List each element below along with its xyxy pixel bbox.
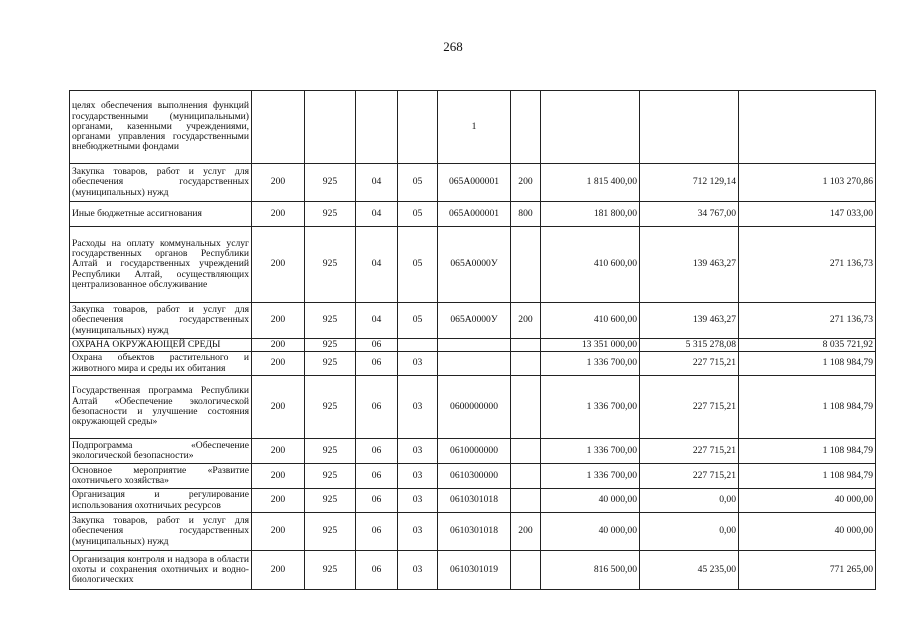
ministry-code-cell: 925 <box>305 164 356 202</box>
admin-code-cell: 200 <box>252 303 305 339</box>
expense-type-cell: 200 <box>511 164 541 202</box>
section-cell: 06 <box>356 352 398 376</box>
executed-amount-cell: 0,00 <box>640 489 739 513</box>
expense-type-cell: 800 <box>511 202 541 227</box>
planned-amount-cell <box>541 91 640 164</box>
admin-code-cell: 200 <box>252 464 305 489</box>
subsection-cell: 03 <box>398 352 438 376</box>
executed-amount-cell: 227 715,21 <box>640 352 739 376</box>
admin-code-cell: 200 <box>252 339 305 352</box>
table-row <box>70 439 876 464</box>
expense-type-cell <box>511 439 541 464</box>
table-row <box>70 227 876 303</box>
planned-amount-cell: 1 336 700,00 <box>541 352 640 376</box>
ministry-code-cell: 925 <box>305 376 356 439</box>
subsection-cell: 05 <box>398 202 438 227</box>
remaining-amount-cell: 1 108 984,79 <box>739 352 876 376</box>
section-cell: 04 <box>356 303 398 339</box>
section-cell: 06 <box>356 439 398 464</box>
subsection-cell: 03 <box>398 513 438 551</box>
ministry-code-cell: 925 <box>305 303 356 339</box>
remaining-amount-cell: 1 108 984,79 <box>739 376 876 439</box>
admin-code-cell: 200 <box>252 439 305 464</box>
table-row <box>70 339 876 352</box>
page-number: 268 <box>443 39 463 54</box>
section-cell: 06 <box>356 464 398 489</box>
ministry-code-cell <box>305 91 356 164</box>
ministry-code-cell: 925 <box>305 439 356 464</box>
expense-type-cell <box>511 227 541 303</box>
planned-amount-cell: 13 351 000,00 <box>541 339 640 352</box>
expense-type-cell <box>511 352 541 376</box>
row-name-cell: Организация контроля и надзора в области охоты и сохранения охотничьих и водно-биологических <box>70 551 252 590</box>
subsection-cell <box>398 339 438 352</box>
planned-amount-cell: 40 000,00 <box>541 489 640 513</box>
remaining-amount-cell <box>739 91 876 164</box>
remaining-amount-cell: 1 108 984,79 <box>739 439 876 464</box>
ministry-code-cell: 925 <box>305 551 356 590</box>
remaining-amount-cell: 1 108 984,79 <box>739 464 876 489</box>
table-row <box>70 513 876 551</box>
row-name-cell: Государственная программа Республики Алтай «Обеспечение экологической безопасности и улучшение состояния окружающей среды» <box>70 376 252 439</box>
row-name-cell: Иные бюджетные ассигнования <box>70 202 252 227</box>
table-row <box>70 91 876 164</box>
admin-code-cell: 200 <box>252 227 305 303</box>
ministry-code-cell: 925 <box>305 227 356 303</box>
expense-type-cell <box>511 91 541 164</box>
expense-type-cell <box>511 376 541 439</box>
section-cell: 04 <box>356 164 398 202</box>
section-cell: 04 <box>356 202 398 227</box>
target-article-cell: 0610301018 <box>438 489 511 513</box>
admin-code-cell: 200 <box>252 489 305 513</box>
admin-code-cell: 200 <box>252 551 305 590</box>
planned-amount-cell: 410 600,00 <box>541 227 640 303</box>
target-article-cell: 0610301019 <box>438 551 511 590</box>
row-name-cell: ОХРАНА ОКРУЖАЮЩЕЙ СРЕДЫ <box>70 339 252 352</box>
executed-amount-cell: 45 235,00 <box>640 551 739 590</box>
target-article-cell: 0610301018 <box>438 513 511 551</box>
section-cell: 04 <box>356 227 398 303</box>
remaining-amount-cell: 271 136,73 <box>739 303 876 339</box>
admin-code-cell <box>252 91 305 164</box>
table-row <box>70 551 876 590</box>
subsection-cell: 03 <box>398 551 438 590</box>
subsection-cell: 05 <box>398 227 438 303</box>
remaining-amount-cell: 771 265,00 <box>739 551 876 590</box>
ministry-code-cell: 925 <box>305 489 356 513</box>
target-article-cell: 0610000000 <box>438 439 511 464</box>
subsection-cell: 03 <box>398 489 438 513</box>
executed-amount-cell: 712 129,14 <box>640 164 739 202</box>
expense-type-cell: 200 <box>511 513 541 551</box>
admin-code-cell: 200 <box>252 164 305 202</box>
table-row <box>70 489 876 513</box>
subsection-cell: 05 <box>398 303 438 339</box>
table-row <box>70 464 876 489</box>
subsection-cell: 03 <box>398 376 438 439</box>
planned-amount-cell: 1 336 700,00 <box>541 439 640 464</box>
row-name-cell: Расходы на оплату коммунальных услуг государственных органов Республики Алтай и государственных учреждений Республики Алтай, осуществляющих централизованное обслуживание <box>70 227 252 303</box>
executed-amount-cell <box>640 91 739 164</box>
budget-table <box>69 90 876 590</box>
row-name-cell: Организация и регулирование использования охотничьих ресурсов <box>70 489 252 513</box>
planned-amount-cell: 1 336 700,00 <box>541 464 640 489</box>
planned-amount-cell: 181 800,00 <box>541 202 640 227</box>
target-article-cell: 065А000001 <box>438 164 511 202</box>
planned-amount-cell: 410 600,00 <box>541 303 640 339</box>
planned-amount-cell: 40 000,00 <box>541 513 640 551</box>
expense-type-cell <box>511 551 541 590</box>
expense-type-cell <box>511 489 541 513</box>
remaining-amount-cell: 40 000,00 <box>739 513 876 551</box>
remaining-amount-cell: 147 033,00 <box>739 202 876 227</box>
remaining-amount-cell: 271 136,73 <box>739 227 876 303</box>
planned-amount-cell: 1 815 400,00 <box>541 164 640 202</box>
executed-amount-cell: 34 767,00 <box>640 202 739 227</box>
executed-amount-cell: 5 315 278,08 <box>640 339 739 352</box>
target-article-cell: 0610300000 <box>438 464 511 489</box>
executed-amount-cell: 0,00 <box>640 513 739 551</box>
expense-type-cell <box>511 339 541 352</box>
row-name-cell: Основное мероприятие «Развитие охотничьего хозяйства» <box>70 464 252 489</box>
table-row <box>70 202 876 227</box>
admin-code-cell: 200 <box>252 513 305 551</box>
row-name-cell: Закупка товаров, работ и услуг для обеспечения государственных (муниципальных) нужд <box>70 303 252 339</box>
section-cell <box>356 91 398 164</box>
row-name-cell: Закупка товаров, работ и услуг для обеспечения государственных (муниципальных) нужд <box>70 164 252 202</box>
budget-table-body <box>70 91 876 590</box>
remaining-amount-cell: 8 035 721,92 <box>739 339 876 352</box>
subsection-cell: 05 <box>398 164 438 202</box>
executed-amount-cell: 227 715,21 <box>640 464 739 489</box>
section-cell: 06 <box>356 513 398 551</box>
admin-code-cell: 200 <box>252 352 305 376</box>
target-article-cell: 0600000000 <box>438 376 511 439</box>
target-article-cell: 065А0000У <box>438 303 511 339</box>
executed-amount-cell: 227 715,21 <box>640 439 739 464</box>
section-cell: 06 <box>356 489 398 513</box>
section-cell: 06 <box>356 339 398 352</box>
executed-amount-cell: 139 463,27 <box>640 303 739 339</box>
admin-code-cell: 200 <box>252 202 305 227</box>
section-cell: 06 <box>356 376 398 439</box>
table-row <box>70 376 876 439</box>
executed-amount-cell: 139 463,27 <box>640 227 739 303</box>
target-article-cell: 065А000001 <box>438 202 511 227</box>
row-name-cell: целях обеспечения выполнения функций государственными (муниципальными) органами, казенными учреждениями, органами управления государственными внебюджетными фондами <box>70 91 252 164</box>
target-article-cell <box>438 339 511 352</box>
section-cell: 06 <box>356 551 398 590</box>
ministry-code-cell: 925 <box>305 339 356 352</box>
expense-type-cell: 200 <box>511 303 541 339</box>
target-article-cell: 1 <box>438 91 511 164</box>
ministry-code-cell: 925 <box>305 464 356 489</box>
target-article-cell: 065А0000У <box>438 227 511 303</box>
ministry-code-cell: 925 <box>305 513 356 551</box>
row-name-cell: Охрана объектов растительного и животного мира и среды их обитания <box>70 352 252 376</box>
remaining-amount-cell: 1 103 270,86 <box>739 164 876 202</box>
row-name-cell: Закупка товаров, работ и услуг для обеспечения государственных (муниципальных) нужд <box>70 513 252 551</box>
ministry-code-cell: 925 <box>305 352 356 376</box>
subsection-cell: 03 <box>398 439 438 464</box>
executed-amount-cell: 227 715,21 <box>640 376 739 439</box>
subsection-cell <box>398 91 438 164</box>
remaining-amount-cell: 40 000,00 <box>739 489 876 513</box>
row-name-cell: Подпрограмма «Обеспечение экологической безопасности» <box>70 439 252 464</box>
expense-type-cell <box>511 464 541 489</box>
planned-amount-cell: 1 336 700,00 <box>541 376 640 439</box>
target-article-cell <box>438 352 511 376</box>
admin-code-cell: 200 <box>252 376 305 439</box>
table-row <box>70 303 876 339</box>
table-row <box>70 352 876 376</box>
planned-amount-cell: 816 500,00 <box>541 551 640 590</box>
subsection-cell: 03 <box>398 464 438 489</box>
table-row <box>70 164 876 202</box>
ministry-code-cell: 925 <box>305 202 356 227</box>
